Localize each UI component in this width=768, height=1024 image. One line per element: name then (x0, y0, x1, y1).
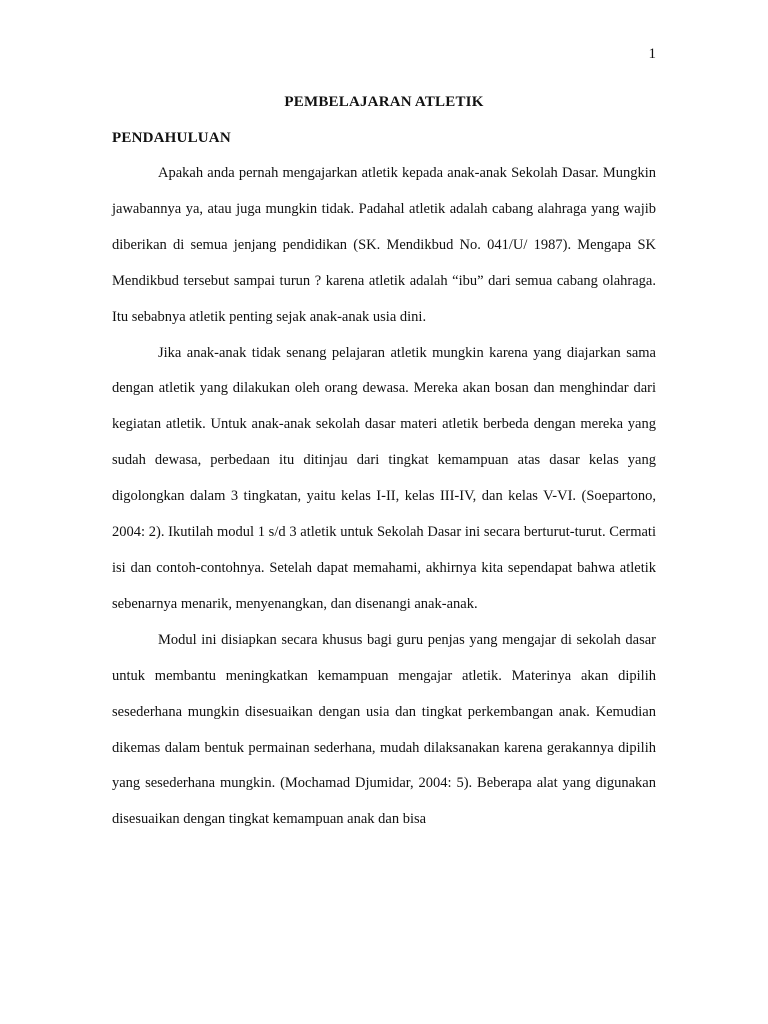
page-number: 1 (648, 46, 656, 62)
paragraph-2: Jika anak-anak tidak senang pelajaran atletik mungkin karena yang diajarkan sama dengan atletik yang dilakukan oleh orang dewasa. Mereka akan bosan dan menghindar dari kegiatan atletik. Untuk anak-anak sekolah dasar materi atletik berbeda dengan mereka yang sudah dewasa, perbedaan itu ditinjau dari tingkat kemampuan atas dasar kelas yang digolongkan dalam 3 tingkatan, yaitu kelas I-II, kelas III-IV, dan kelas V-VI. (Soepartono, 2004: 2). Ikutilah modul 1 s/d 3 atletik untuk Sekolah Dasar ini secara berturut-turut. Cermati isi dan contoh-contohnya. Setelah dapat memahami, akhirnya kita sependapat bahwa atletik sebenarnya menarik, menyenangkan, dan disenangi anak-anak. (112, 344, 656, 612)
paragraph-3: Modul ini disiapkan secara khusus bagi guru penjas yang mengajar di sekolah dasar untuk membantu meningkatkan kemampuan mengajar atletik. Materinya akan dipilih sesederhana mungkin disesuaikan dengan usia dan tingkat perkembangan anak. Kemudian dikemas dalam bentuk permainan sederhana, mudah dilaksanakan karena gerakannya dipilih yang sesederhana mungkin. (Mochamad Djumidar, 2004: 5). Beberapa alat yang digunakan disesuaikan dengan tingkat kemampuan anak dan bisa (112, 631, 656, 828)
paragraph-1: Apakah anda pernah mengajarkan atletik kepada anak-anak Sekolah Dasar. Mungkin jawabannya ya, atau juga mungkin tidak. Padahal atletik adalah cabang alahraga yang wajib diberikan di semua jenjang pendidikan (SK. Mendikbud No. 041/U/ 1987). Mengapa SK Mendikbud tersebut sampai turun ? karena atletik adalah “ibu” dari semua cabang olahraga. Itu sebabnya atletik penting sejak anak-anak usia dini. (112, 165, 656, 325)
document-body (112, 156, 656, 838)
section-heading: PENDAHULUAN (112, 130, 231, 146)
document-title: PEMBELAJARAN ATLETIK (284, 94, 484, 110)
